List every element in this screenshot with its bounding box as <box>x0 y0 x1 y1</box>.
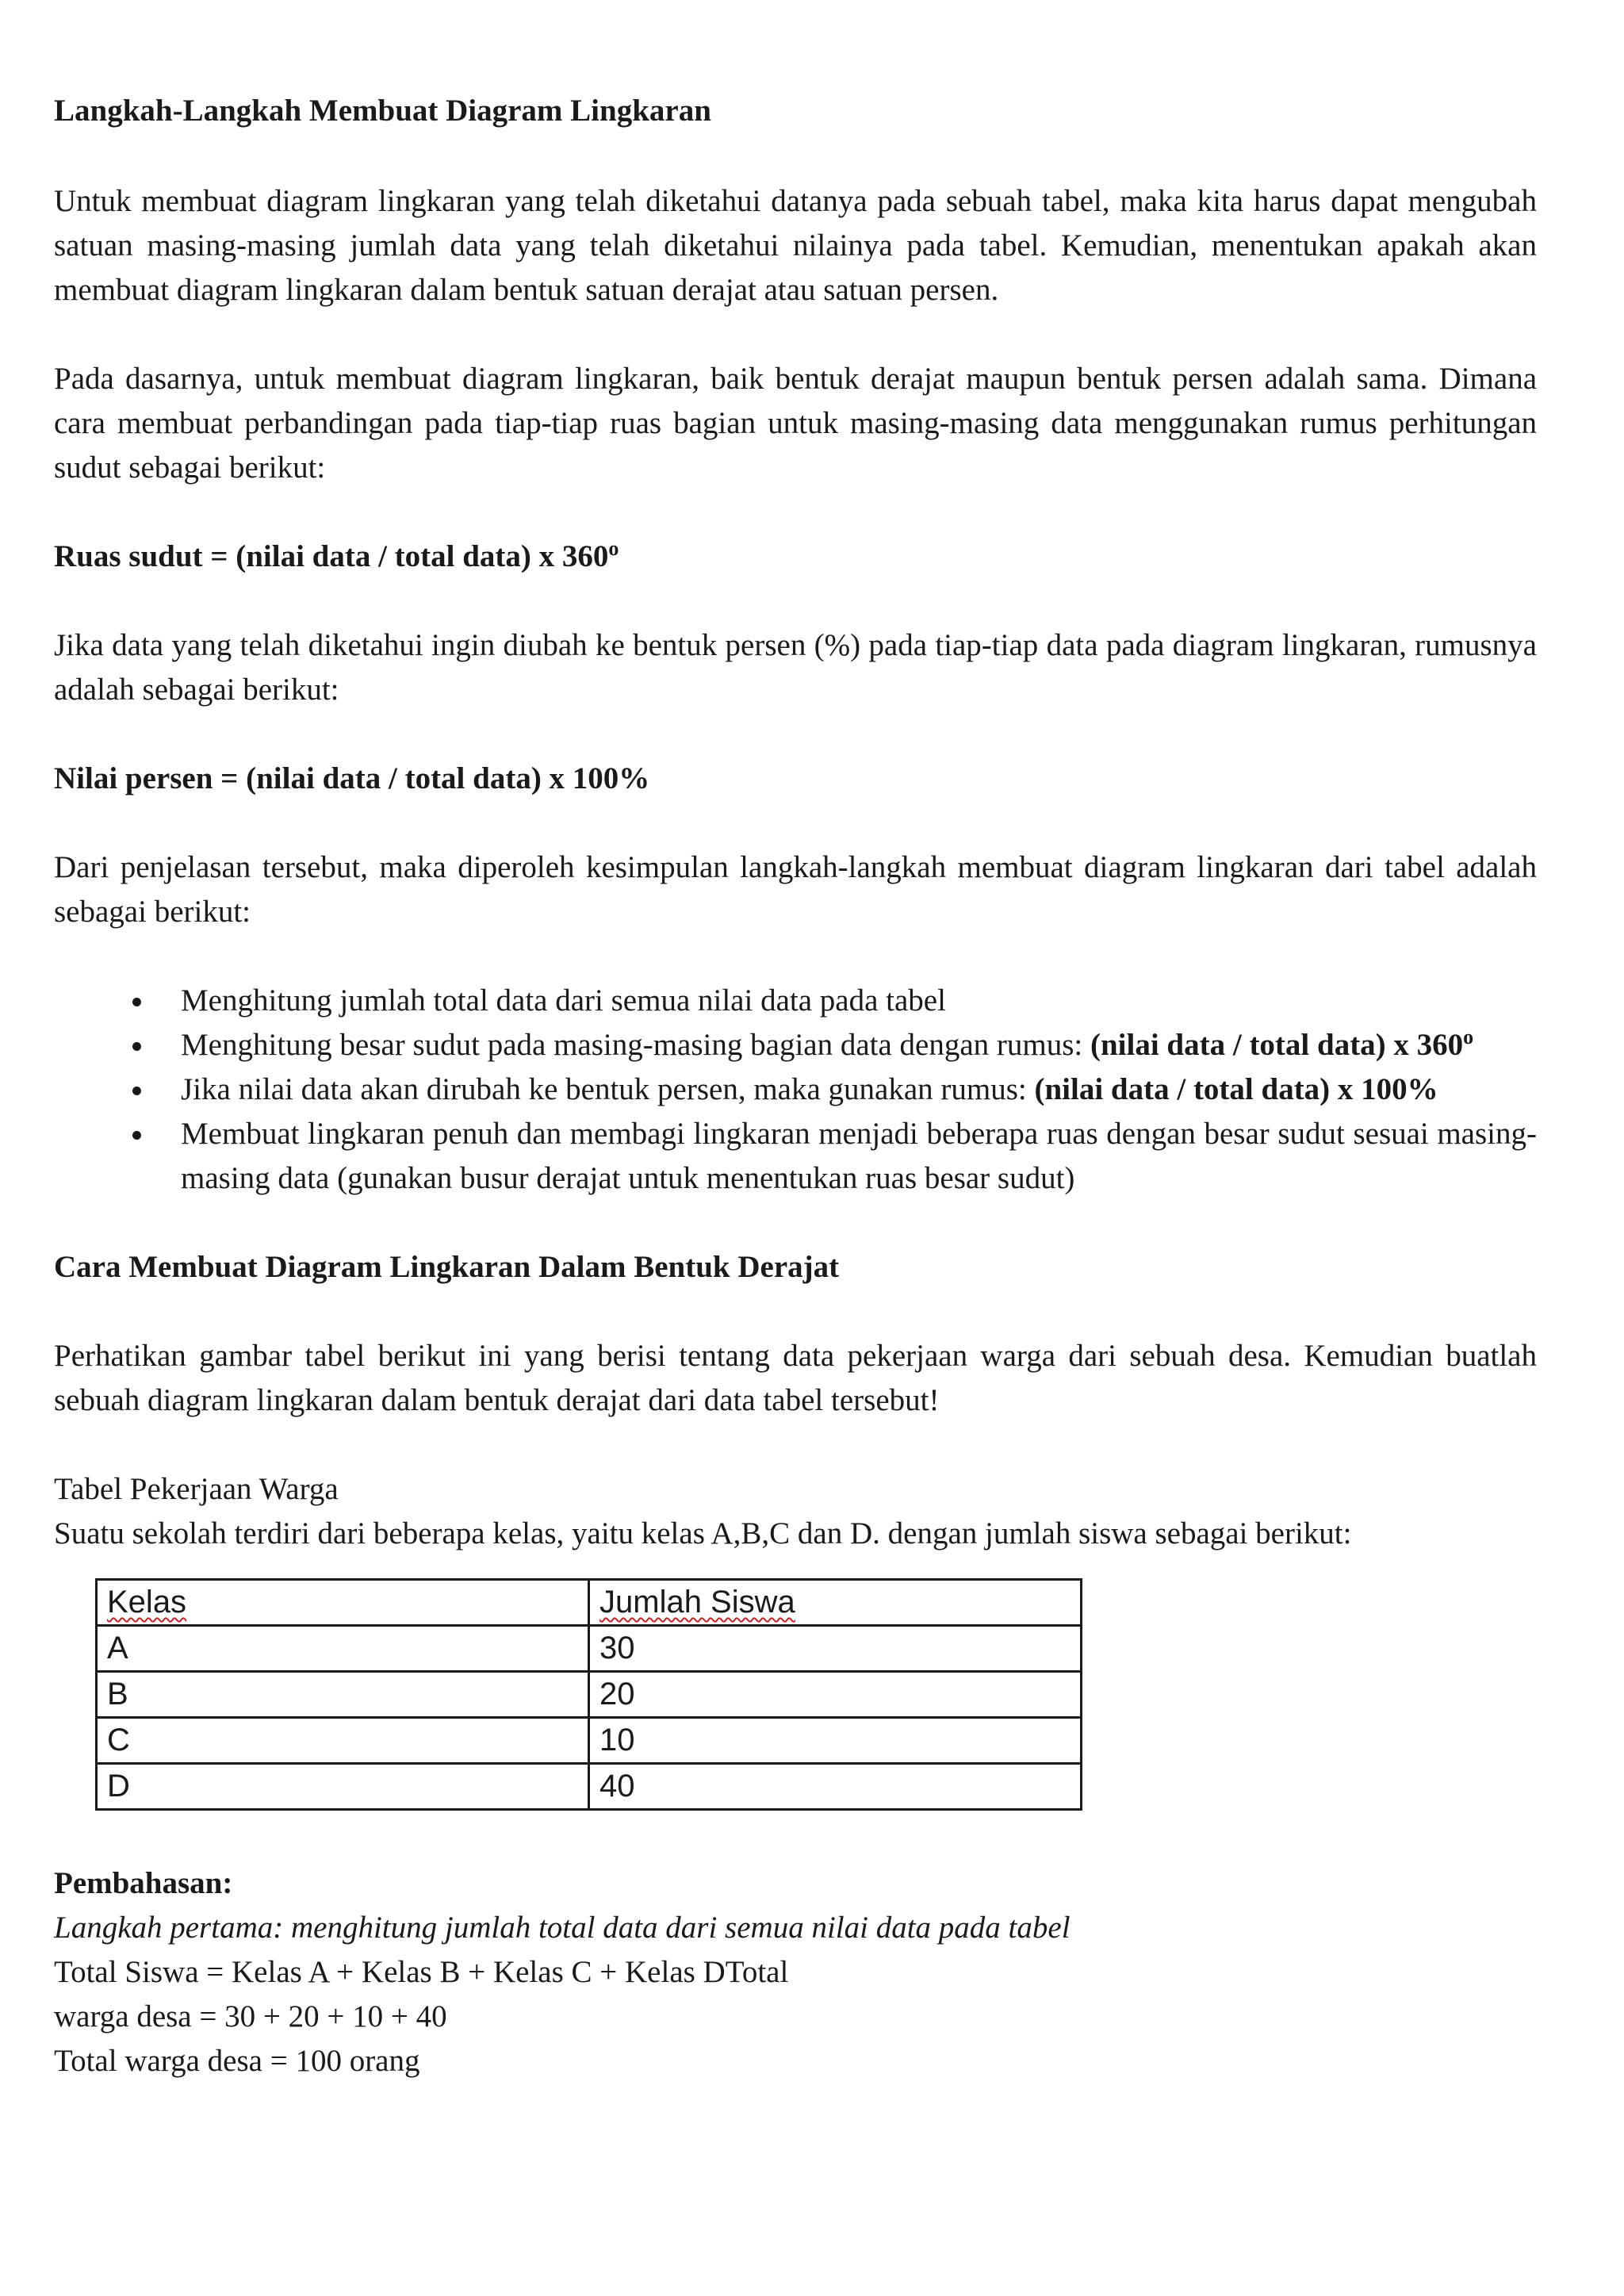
pembahasan-title: Pembahasan: <box>54 1866 233 1900</box>
pembahasan-line1: Total Siswa = Kelas A + Kelas B + Kelas C + Kelas DTotal <box>54 1955 789 1989</box>
formula-nilai-persen: Nilai persen = (nilai data / total data) x 100% <box>54 761 650 795</box>
bullet-text-4: Membuat lingkaran penuh dan membagi lingkaran menjadi beberapa ruas dengan besar sudut sesuai masing-masing data (gunakan busur derajat untuk menentukan ruas besar sudut) <box>181 1117 1537 1195</box>
table-row <box>97 1626 1082 1672</box>
heading-langkah: Langkah-Langkah Membuat Diagram Lingkaran <box>54 94 711 128</box>
list-item <box>54 1112 1537 1201</box>
bullet-text-1: Menghitung jumlah total data dari semua nilai data pada tabel <box>181 983 946 1018</box>
pembahasan-line2: warga desa = 30 + 20 + 10 + 40 <box>54 1999 447 2033</box>
table-cell: 40 <box>589 1764 1082 1810</box>
list-item <box>54 979 1537 1023</box>
data-table <box>95 1578 1082 1811</box>
table-intro: Suatu sekolah terdiri dari beberapa kelas, yaitu kelas A,B,C dan D. dengan jumlah siswa sebagai berikut: <box>54 1516 1352 1550</box>
table-cell: D <box>97 1764 589 1810</box>
formula-ruas-sudut-text: Ruas sudut = (nilai data / total data) x 360 <box>54 539 609 573</box>
paragraph-dasar: Pada dasarnya, untuk membuat diagram lingkaran, baik bentuk derajat maupun bentuk persen adalah sama. Dimana cara membuat perbandingan pada tiap-tiap ruas bagian untuk masing-masing data menggunakan rumus perhitungan sudut sebagai berikut: <box>54 362 1537 485</box>
table-cell: 20 <box>589 1672 1082 1718</box>
table-cell: A <box>97 1626 589 1672</box>
table-cell: C <box>97 1718 589 1764</box>
table-header-cell <box>589 1580 1082 1626</box>
bullet-formula-3: (nilai data / total data) x 100% <box>1034 1072 1438 1106</box>
table-header-cell <box>97 1580 589 1626</box>
formula-ruas-sudut <box>54 535 1537 579</box>
pembahasan-line3: Total warga desa = 100 orang <box>54 2044 420 2078</box>
paragraph-intro: Untuk membuat diagram lingkaran yang telah diketahui datanya pada sebuah tabel, maka kita harus dapat mengubah satuan masing-masing jumlah data yang telah diketahui nilainya pada tabel. Kemudian, menentukan apakah akan membuat diagram lingkaran dalam bentuk satuan derajat atau satuan persen. <box>54 184 1537 307</box>
table-header-row <box>97 1580 1082 1626</box>
bullet-text-3: Jika nilai data akan dirubah ke bentuk persen, maka gunakan rumus: <box>181 1072 1035 1106</box>
table-row <box>97 1764 1082 1810</box>
paragraph-kesimpulan: Dari penjelasan tersebut, maka diperoleh kesimpulan langkah-langkah membuat diagram lingkaran dari tabel adalah sebagai berikut: <box>54 850 1537 929</box>
pembahasan-step1: Langkah pertama: menghitung jumlah total data dari semua nilai data pada tabel <box>54 1911 1071 1945</box>
heading-derajat: Cara Membuat Diagram Lingkaran Dalam Bentuk Derajat <box>54 1250 840 1284</box>
degree-sign: o <box>608 537 619 560</box>
list-item <box>54 1023 1537 1068</box>
table-cell: 30 <box>589 1626 1082 1672</box>
table-title: Tabel Pekerjaan Warga <box>54 1472 339 1506</box>
paragraph-persen: Jika data yang telah diketahui ingin diubah ke bentuk persen (%) pada tiap-tiap data pada diagram lingkaran, rumusnya adalah sebagai berikut: <box>54 628 1537 707</box>
table-cell: B <box>97 1672 589 1718</box>
list-item <box>54 1068 1537 1112</box>
table-row <box>97 1718 1082 1764</box>
table-row <box>97 1672 1082 1718</box>
header-jumlah-siswa: Jumlah Siswa <box>599 1585 795 1619</box>
degree-sign: o <box>1463 1025 1474 1048</box>
header-kelas: Kelas <box>107 1585 187 1619</box>
bullet-text-2: Menghitung besar sudut pada masing-masing bagian data dengan rumus: <box>181 1028 1090 1062</box>
bullet-formula-2: (nilai data / total data) x 360 <box>1090 1028 1464 1062</box>
steps-list <box>54 979 1537 1201</box>
paragraph-perhatikan: Perhatikan gambar tabel berikut ini yang berisi tentang data pekerjaan warga dari sebuah desa. Kemudian buatlah sebuah diagram lingkaran dalam bentuk derajat dari data tabel tersebut! <box>54 1339 1537 1417</box>
table-cell: 10 <box>589 1718 1082 1764</box>
